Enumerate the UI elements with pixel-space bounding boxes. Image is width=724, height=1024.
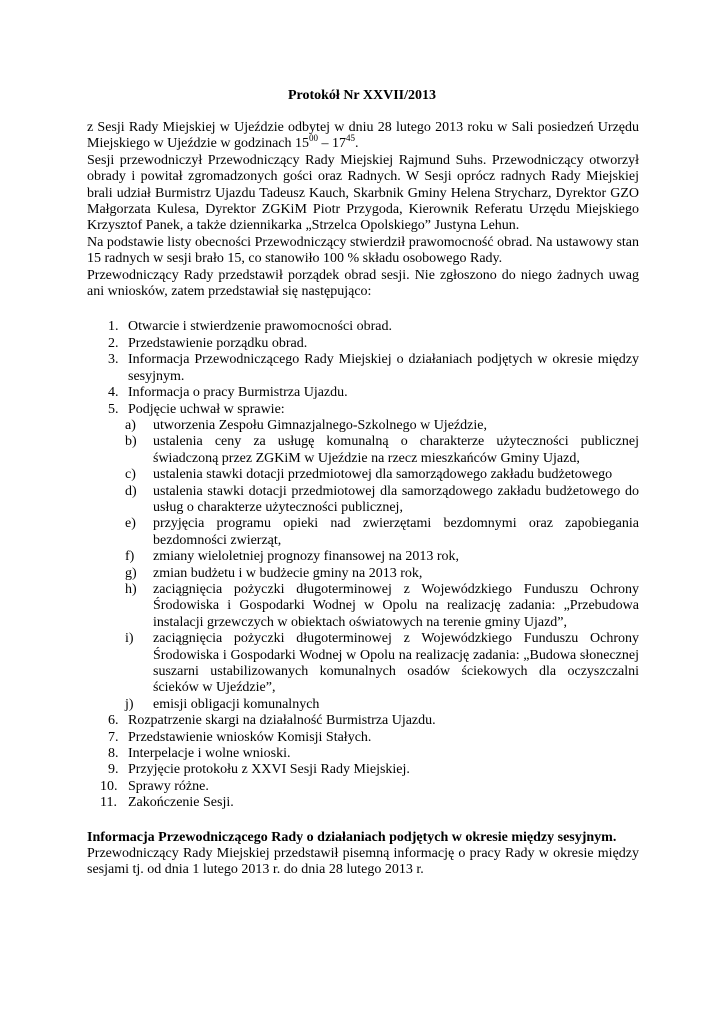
sub-list-letter: c) bbox=[125, 467, 136, 483]
list-number: 4. bbox=[108, 385, 119, 401]
sub-list-item bbox=[87, 566, 639, 582]
sub-list-item bbox=[87, 418, 639, 434]
sub-list-item bbox=[87, 549, 639, 565]
list-number: 6. bbox=[108, 713, 119, 729]
sub-list-text: zmian budżetu i w budżecie gminy na 2013 rok, bbox=[153, 565, 423, 581]
list-item bbox=[87, 795, 639, 811]
list-item-text: Przyjęcie protokołu z XXVI Sesji Rady Miejskiej. bbox=[128, 762, 410, 778]
end-time-hour: – 17 bbox=[318, 136, 346, 152]
sub-list-letter: i) bbox=[125, 631, 134, 647]
intro-end: . bbox=[355, 136, 359, 152]
section-heading: Informacja Przewodniczącego Rady o działaniach podjętych w okresie między sesyjnym. bbox=[87, 829, 617, 845]
list-item bbox=[87, 730, 639, 746]
list-number: 5. bbox=[108, 401, 119, 417]
sub-list-item bbox=[87, 697, 639, 713]
sub-list-text: ustalenia stawki dotacji przedmiotowej dla samorządowego zakładu budżetowego do usług o charakterze użyteczności publicznej, bbox=[153, 483, 639, 515]
intro-text: z Sesji Rady Miejskiej w Ujeździe odbytej w dniu 28 lutego 2013 roku w Sali posiedzeń Urzędu Miejskiego w Ujeździe w godzinach 15 bbox=[87, 120, 639, 152]
intro-paragraph bbox=[87, 120, 639, 153]
list-item bbox=[87, 352, 639, 385]
agenda-list bbox=[87, 319, 639, 811]
list-item bbox=[87, 385, 639, 401]
section-paragraph: Przewodniczący Rady Miejskiej przedstawił pisemną informację o pracy Rady w okresie między sesjami tj. od dnia 1 lutego 2013 r. do dnia 28 lutego 2013 r. bbox=[87, 846, 639, 878]
list-number: 1. bbox=[108, 319, 119, 335]
sub-list-item bbox=[87, 434, 639, 467]
list-item-text: Otwarcie i stwierdzenie prawomocności obrad. bbox=[128, 319, 392, 335]
sub-list-letter: a) bbox=[125, 417, 136, 433]
list-number: 9. bbox=[108, 762, 119, 778]
protocol-title: Protokół Nr XXVII/2013 bbox=[287, 88, 437, 103]
sub-list-text: ustalenia stawki dotacji przedmiotowej dla samorządowego zakładu budżetowego bbox=[153, 467, 613, 483]
list-item-text: Informacja Przewodniczącego Rady Miejskiej o działaniach podjętych w okresie między sesyjnym. bbox=[128, 352, 639, 384]
sub-list-text: zaciągnięcia pożyczki długoterminowej z Wojewódzkiego Funduszu Ochrony Środowiska i Gospodarki Wodnej w Opolu na realizację zadania: „Budowa słonecznej suszarni ustabilizowanych komunalnych osadów ściekowych dla oczyszczalni ścieków w Ujeździe”, bbox=[153, 631, 639, 696]
list-number: 10. bbox=[100, 778, 118, 794]
sub-list-item bbox=[87, 582, 639, 631]
document-body bbox=[87, 120, 639, 879]
list-item bbox=[87, 746, 639, 762]
list-number: 8. bbox=[108, 746, 119, 762]
sub-list-letter: g) bbox=[125, 565, 137, 581]
list-item-text: Rozpatrzenie skargi na działalność Burmistrza Ujazdu. bbox=[128, 713, 436, 729]
list-item bbox=[87, 779, 639, 795]
list-item-text: Podjęcie uchwał w sprawie: bbox=[128, 401, 285, 417]
list-item bbox=[87, 336, 639, 352]
sub-list-item bbox=[87, 631, 639, 697]
list-item bbox=[87, 762, 639, 778]
sub-list-text: ustalenia ceny za usługę komunalną o charakterze użyteczności publicznej świadczoną przez ZGKiM w Ujeździe na rzecz mieszkańców Gminy Ujazd, bbox=[153, 434, 639, 466]
start-time-minutes: 00 bbox=[309, 133, 318, 144]
list-item-text: Informacja o pracy Burmistrza Ujazdu. bbox=[128, 385, 348, 401]
sub-list-item bbox=[87, 484, 639, 517]
end-time-minutes: 45 bbox=[346, 133, 355, 144]
list-number: 11. bbox=[100, 795, 117, 811]
sub-list-text: zmiany wieloletniej prognozy finansowej na 2013 rok, bbox=[153, 549, 459, 565]
sub-list-item bbox=[87, 467, 639, 483]
list-item-text: Przedstawienie wniosków Komisji Stałych. bbox=[128, 729, 372, 745]
sub-list-text: przyjęcia programu opieki nad zwierzętami bezdomnymi oraz zapobiegania bezdomności zwierząt, bbox=[153, 516, 639, 548]
list-item-text: Sprawy różne. bbox=[128, 778, 209, 794]
list-item bbox=[87, 319, 639, 335]
sub-list-letter: b) bbox=[125, 434, 137, 450]
sub-list-letter: d) bbox=[125, 483, 137, 499]
sub-list-letter: f) bbox=[125, 549, 135, 565]
sub-list-text: utworzenia Zespołu Gimnazjalnego-Szkolnego w Ujeździe, bbox=[153, 417, 487, 433]
chair-paragraph: Sesji przewodniczył Przewodniczący Rady Miejskiej Rajmund Suhs. Przewodniczący otworzył obrady i powitał zgromadzonych gości oraz Radnych. W Sesji oprócz radnych Rady Miejskiej brali udział Burmistrz Ujazdu Tadeusz Kauch, Skarbnik Gminy Helena Strycharz, Dyrektor GZO Małgorzata Kulesa, Dyrektor ZGKiM Piotr Przygoda, Kierownik Referatu Urzędu Miejskiego Krzysztof Panek, a także dziennikarka „Strzelca Opolskiego” Justyna Lehun. bbox=[87, 152, 639, 234]
sub-list-letter: h) bbox=[125, 581, 137, 597]
list-item bbox=[87, 402, 639, 418]
list-item bbox=[87, 713, 639, 729]
sub-list-text: emisji obligacji komunalnych bbox=[153, 696, 320, 712]
sub-list-letter: j) bbox=[125, 696, 134, 712]
list-item-text: Przedstawienie porządku obrad. bbox=[128, 335, 308, 351]
list-number: 3. bbox=[108, 352, 119, 368]
sub-list-letter: e) bbox=[125, 516, 136, 532]
quorum-paragraph: Na podstawie listy obecności Przewodniczący stwierdził prawomocność obrad. Na ustawowy stan 15 radnych w sesji brało 15, co stanowiło 100 % składu osobowego Rady. bbox=[87, 234, 639, 267]
list-number: 7. bbox=[108, 729, 119, 745]
list-item-text: Interpelacje i wolne wnioski. bbox=[128, 746, 291, 762]
sub-list-item bbox=[87, 516, 639, 549]
list-number: 2. bbox=[108, 335, 119, 351]
list-item-text: Zakończenie Sesji. bbox=[128, 795, 234, 811]
sub-list-text: zaciągnięcia pożyczki długoterminowej z Wojewódzkiego Funduszu Ochrony Środowiska i Gospodarki Wodnej w Opolu na realizację zadania: „Przebudowa instalacji grzewczych w obiektach oświatowych na terenie gminy Ujazd”, bbox=[153, 581, 639, 630]
agenda-intro-paragraph: Przewodniczący Rady przedstawił porządek obrad sesji. Nie zgłoszono do niego żadnych uwag ani wniosków, zatem przedstawiał się następująco: bbox=[87, 267, 639, 300]
